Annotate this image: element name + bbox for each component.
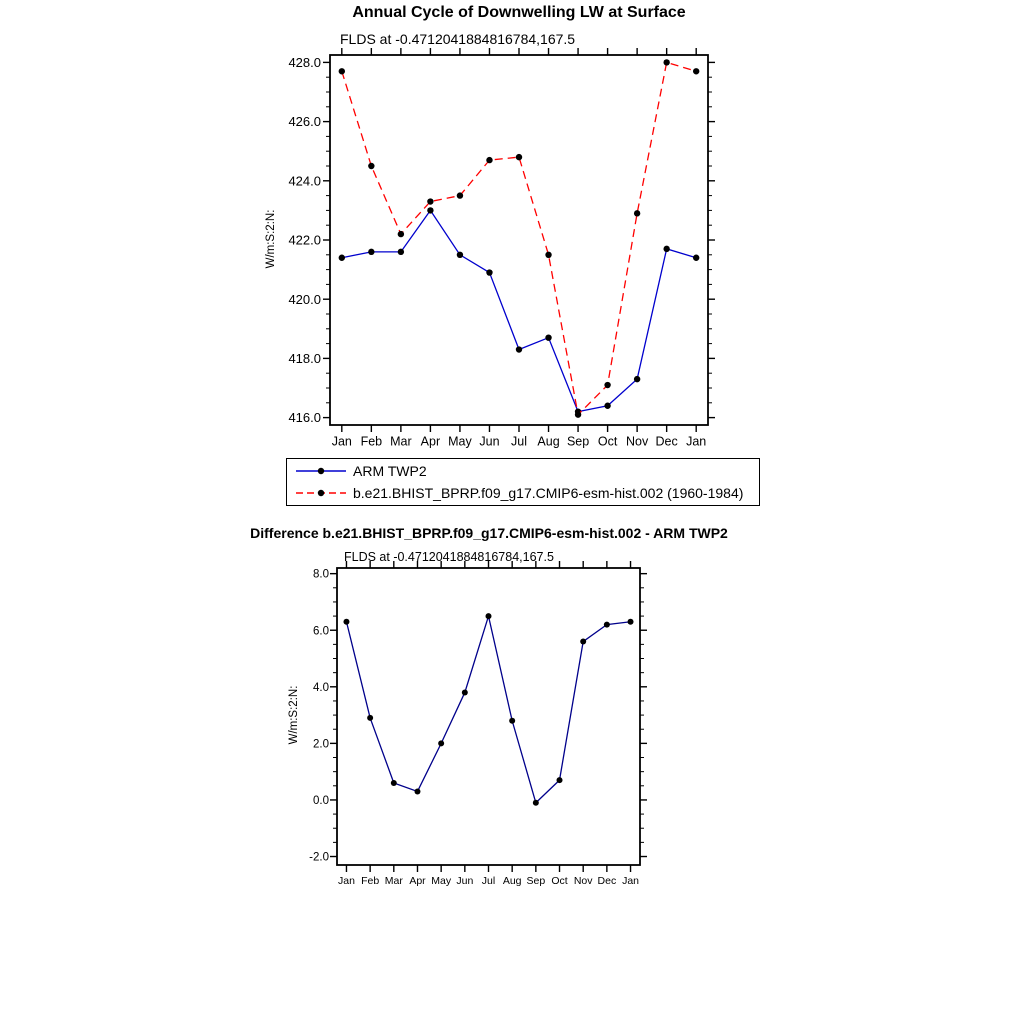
chart-1 — [309, 561, 647, 887]
data-point-marker — [427, 198, 433, 204]
x-tick-label: Jul — [481, 875, 496, 888]
data-point-marker — [557, 777, 563, 783]
data-point-marker — [486, 613, 492, 619]
data-point-marker — [634, 376, 640, 382]
data-point-marker — [604, 382, 610, 388]
data-point-marker — [368, 249, 374, 255]
data-point-marker — [634, 210, 640, 216]
x-tick-label: Dec — [655, 434, 678, 449]
legend-item-obs — [295, 461, 759, 482]
data-point-marker — [367, 715, 373, 721]
data-point-marker — [663, 59, 669, 65]
data-point-marker — [398, 249, 404, 255]
x-tick-label: Feb — [361, 875, 380, 888]
y-tick-label: 4.0 — [313, 681, 329, 694]
top-chart-title: Annual Cycle of Downwelling LW at Surface — [352, 4, 686, 21]
y-tick-label: -2.0 — [309, 851, 329, 864]
x-tick-label: Feb — [360, 434, 383, 449]
y-tick-label: 6.0 — [313, 625, 329, 638]
data-point-marker — [516, 346, 522, 352]
legend — [286, 458, 760, 506]
solid-line-sample-icon — [295, 465, 347, 477]
y-tick-label: 424.0 — [288, 173, 321, 189]
y-tick-label: 8.0 — [313, 568, 329, 581]
top-chart-subtitle: FLDS at -0.4712041884816784,167.5 — [340, 31, 576, 47]
x-tick-label: May — [431, 875, 452, 888]
data-point-marker — [533, 800, 539, 806]
data-point-marker — [414, 788, 420, 794]
y-tick-label: 422.0 — [288, 232, 321, 248]
data-point-marker — [368, 163, 374, 169]
data-point-marker — [580, 639, 586, 645]
x-tick-label: Oct — [551, 875, 568, 888]
x-tick-label: Mar — [390, 434, 412, 449]
x-tick-label: Oct — [597, 434, 618, 449]
series-line-0 — [342, 210, 696, 411]
data-point-marker — [693, 255, 699, 261]
x-tick-label: Jul — [511, 434, 527, 449]
data-point-marker — [604, 622, 610, 628]
data-point-marker — [462, 689, 468, 695]
series-line-0 — [346, 616, 630, 803]
y-tick-label: 426.0 — [288, 114, 321, 130]
data-point-marker — [516, 154, 522, 160]
x-tick-label: Mar — [384, 875, 403, 888]
y-tick-label: 420.0 — [288, 291, 321, 307]
y-tick-label: 2.0 — [313, 738, 329, 751]
data-point-marker — [604, 403, 610, 409]
x-tick-label: Jan — [338, 875, 355, 888]
x-tick-label: May — [448, 434, 472, 449]
x-tick-label: Jan — [331, 434, 352, 449]
y-tick-label: 416.0 — [288, 410, 321, 426]
plot-frame — [330, 55, 708, 425]
data-point-marker — [663, 246, 669, 252]
data-point-marker — [391, 780, 397, 786]
bottom-chart-y-axis-label: W/m:S:2:N: — [288, 685, 300, 745]
x-tick-label: Jan — [686, 434, 707, 449]
x-tick-label: Sep — [566, 434, 590, 449]
data-point-marker — [438, 740, 444, 746]
plot-frame — [337, 568, 640, 865]
data-point-marker — [339, 68, 345, 74]
chart-0 — [288, 48, 715, 449]
bottom-chart-title: Difference b.e21.BHIST_BPRP.f09_g17.CMIP6-esm-hist.002 - ARM TWP2 — [250, 525, 728, 541]
x-tick-label: Nov — [573, 875, 593, 888]
series-line-1 — [342, 62, 696, 414]
data-point-marker — [457, 252, 463, 258]
x-tick-label: Jan — [622, 875, 639, 888]
dashed-line-sample-icon — [295, 487, 347, 499]
legend-label-obs: ARM TWP2 — [353, 463, 427, 479]
x-tick-label: Aug — [502, 875, 522, 888]
y-tick-label: 428.0 — [288, 54, 321, 70]
data-point-marker — [343, 619, 349, 625]
data-point-marker — [457, 192, 463, 198]
x-tick-label: Nov — [626, 434, 649, 449]
data-point-marker — [486, 157, 492, 163]
data-point-marker — [545, 334, 551, 340]
data-point-marker — [398, 231, 404, 237]
data-point-marker — [575, 411, 581, 417]
y-tick-label: 0.0 — [313, 794, 329, 807]
data-point-marker — [509, 718, 515, 724]
x-tick-label: Apr — [420, 434, 441, 449]
x-tick-label: Apr — [409, 875, 426, 888]
legend-label-model: b.e21.BHIST_BPRP.f09_g17.CMIP6-esm-hist.002 (1960-1984) — [353, 485, 744, 501]
y-tick-label: 418.0 — [288, 350, 321, 366]
x-tick-label: Jun — [456, 875, 474, 888]
x-tick-label: Dec — [597, 875, 617, 888]
data-point-marker — [545, 252, 551, 258]
bottom-chart-subtitle: FLDS at -0.4712041884816784,167.5 — [344, 550, 554, 564]
data-point-marker — [486, 269, 492, 275]
x-tick-label: Jun — [479, 434, 500, 449]
legend-item-model — [295, 483, 759, 504]
x-tick-label: Aug — [537, 434, 560, 449]
x-tick-label: Sep — [526, 875, 546, 888]
data-point-marker — [339, 255, 345, 261]
data-point-marker — [628, 619, 634, 625]
top-chart-y-axis-label: W/m:S:2:N: — [265, 209, 277, 269]
data-point-marker — [427, 207, 433, 213]
data-point-marker — [693, 68, 699, 74]
